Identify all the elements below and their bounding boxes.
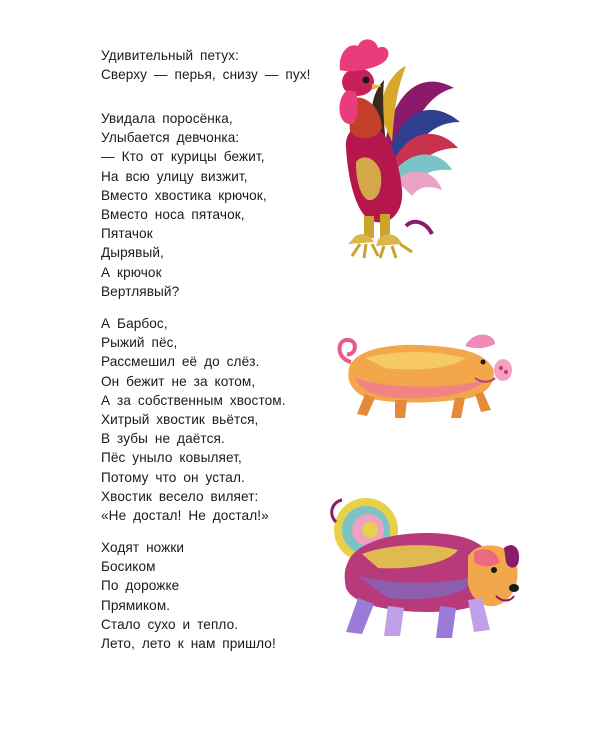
poem-line: Сверху — перья, снизу — пух! (101, 67, 311, 83)
stanza-2 (101, 109, 267, 301)
poem-line: Потому что он устал. (101, 469, 245, 485)
poem-line: Пятачок (101, 226, 153, 242)
poem-line: Хитрый хвостик вьётся, (101, 412, 259, 428)
poem-line: А за собственным хвостом. (101, 392, 286, 408)
poem-line: — Кто от курицы бежит, (101, 149, 265, 165)
poem-line: Удивительный петух: (101, 48, 239, 63)
stanza-4 (101, 538, 276, 653)
dog-icon (318, 492, 523, 642)
poem-line: Вместо носа пятачок, (101, 207, 245, 223)
poem-line: Увидала поросёнка, (101, 111, 233, 126)
poem-line: Вертлявый? (101, 283, 180, 299)
poem-line: Рыжий пёс, (101, 335, 178, 351)
poem-line: А Барбос, (101, 316, 168, 331)
poem-line: Дырявый, (101, 245, 164, 261)
poem-line: «Не достал! Не достал!» (101, 508, 269, 524)
pig-icon (325, 328, 517, 420)
poem-line: Улыбается девчонка: (101, 130, 240, 146)
stanza-1 (101, 46, 311, 84)
poem-line: По дорожке (101, 578, 180, 594)
poem-line: В зубы не даётся. (101, 431, 225, 447)
stanza-3 (101, 314, 286, 525)
poem-line: На всю улицу визжит, (101, 168, 248, 184)
poem-line: А крючок (101, 264, 162, 280)
poem-line: Рассмешил её до слёз. (101, 354, 260, 370)
rooster-icon (322, 30, 462, 260)
poem-line: Он бежит не за котом, (101, 373, 256, 389)
poem-line: Вместо хвостика крючок, (101, 187, 267, 203)
poem-line: Лето, лето к нам пришло! (101, 636, 276, 652)
poem-line: Стало сухо и тепло. (101, 616, 239, 632)
poem-line: Ходят ножки (101, 540, 185, 555)
poem-line: Хвостик весело виляет: (101, 488, 259, 504)
poem-line: Прямиком. (101, 597, 171, 613)
poem-line: Пёс уныло ковыляет, (101, 450, 242, 466)
poem-line: Босиком (101, 559, 156, 575)
